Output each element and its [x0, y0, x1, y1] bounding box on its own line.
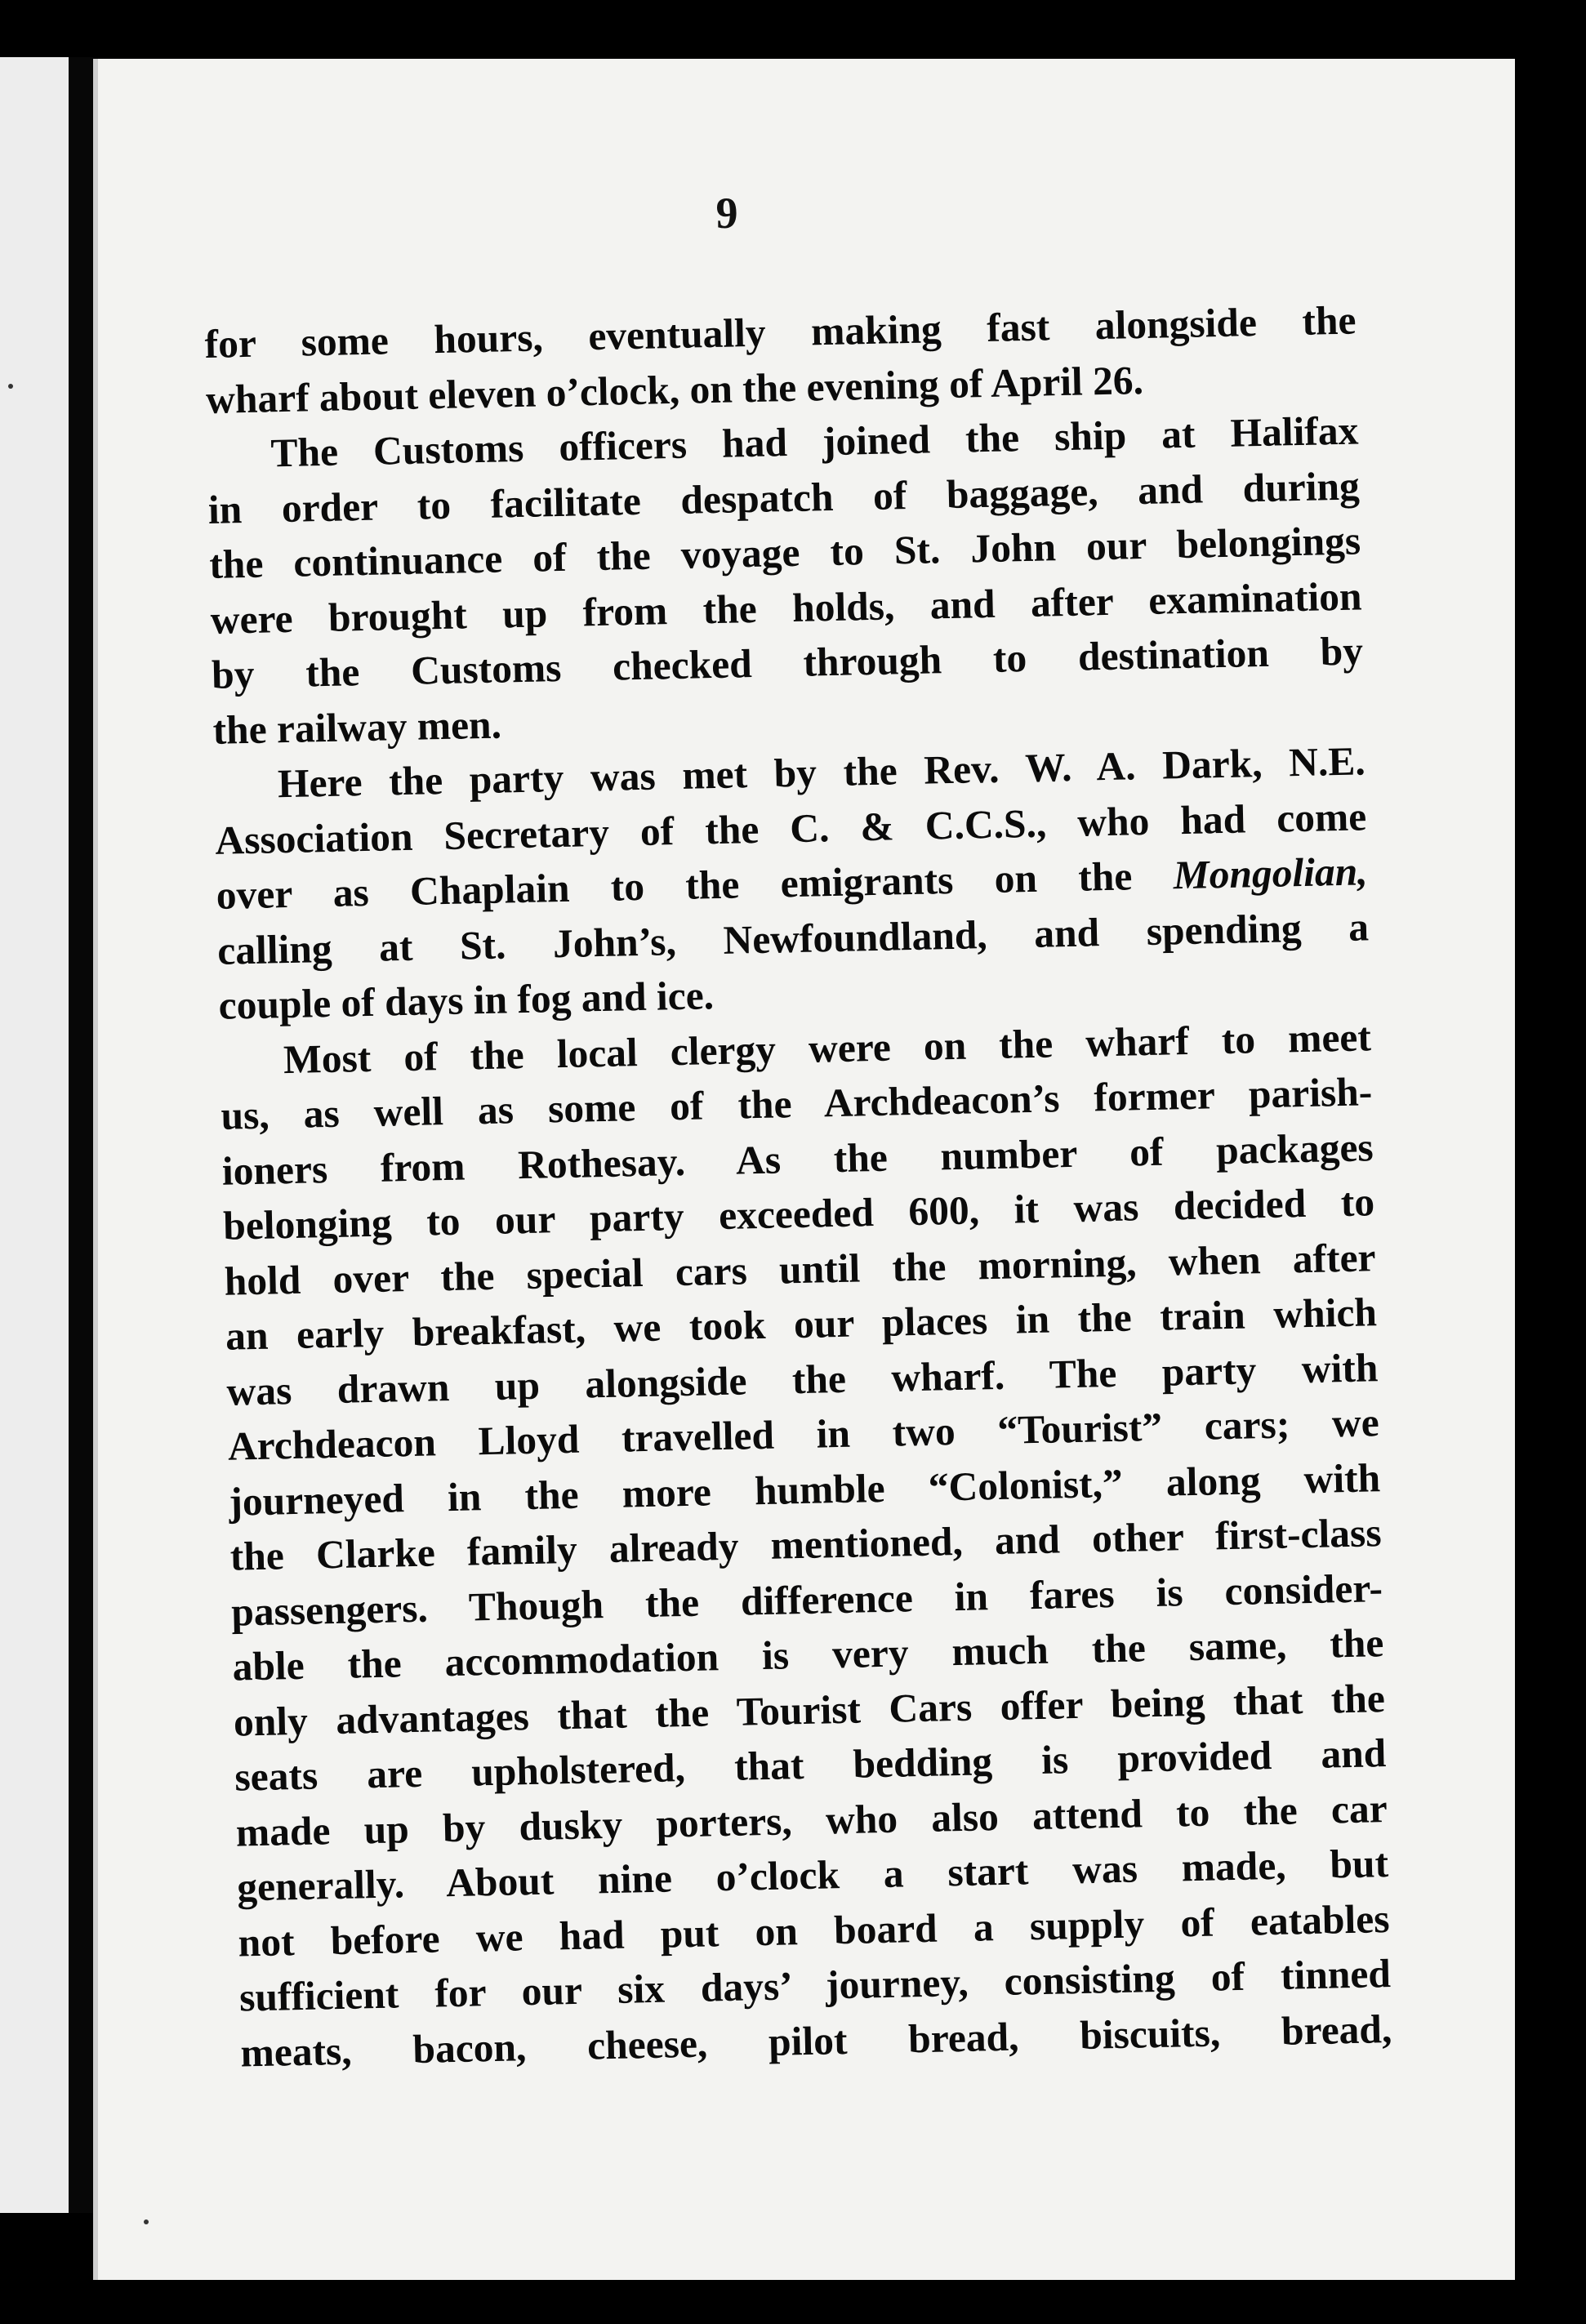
text-line-content: Most of the local clergy were on the wharf to meet: [283, 1013, 1372, 1082]
text-line-content: couple of days in fog and ice.: [218, 973, 715, 1028]
book-gutter: [69, 57, 93, 2213]
text-line-content: meats, bacon, cheese, pilot bread, biscuits, bread,: [239, 2006, 1392, 2076]
text-line-content: by the Customs checked through to destination by: [211, 628, 1364, 697]
text-line-content: were brought up from the holds, and after examination: [210, 572, 1363, 643]
text-line-content: calling at St. John’s, Newfoundland, and spending a: [216, 903, 1370, 973]
text-line-content: Association Secretary of the C. & C.C.S., who had come: [214, 793, 1367, 863]
text-line-content: belonging to our party exceeded 600, it was decided to: [222, 1179, 1375, 1249]
text-line-content: not before we had put on board a supply of eatables: [238, 1895, 1390, 1966]
text-line-content: able the accommodation is very much the same, the: [232, 1620, 1384, 1690]
text-line-content: over as Chaplain to the emigrants on the: [216, 853, 1133, 918]
text-line-content: hold over the special cars until the morning, when after: [224, 1234, 1376, 1304]
text-line-content: Archdeacon Lloyd travelled in two “Tourist” cars; we: [227, 1400, 1380, 1469]
text-line-content: for some hours, eventually making fast alongside the: [204, 297, 1357, 367]
text-line-content: passengers. Though the difference in fares is consider-: [230, 1565, 1383, 1635]
text-line-content: sufficient for our six days’ journey, consisting of tinned: [238, 1951, 1392, 2020]
text-line-content: the Clarke family already mentioned, and other first-class: [229, 1510, 1383, 1579]
facing-page-edge: [0, 57, 69, 2213]
text-line-content: wharf about eleven o’clock, on the evening of April 26.: [205, 357, 1144, 422]
text-line-content: was drawn up alongside the wharf. The party with: [225, 1344, 1379, 1414]
text-line-content: the continuance of the voyage to St. John our belongings: [208, 518, 1361, 587]
text-line-content: ioners from Rothesay. As the number of packages: [221, 1124, 1374, 1194]
text-line-content: Here the party was met by the Rev. W. A. Dark, N.E.: [277, 738, 1366, 807]
text-line-content: in order to facilitate despatch of baggage, and during: [207, 462, 1361, 532]
text-line-content: journeyed in the more humble “Colonist,” along with: [228, 1454, 1381, 1525]
text-line-content: the railway men.: [212, 701, 502, 753]
scan-speck: [8, 384, 13, 389]
text-line-content: only advantages that the Tourist Cars offer being that the: [233, 1675, 1386, 1745]
text-line-content: an early breakfast, we took our places in the train which: [225, 1289, 1378, 1359]
text-line-content: seats are upholstered, that bedding is provided and: [234, 1730, 1387, 1800]
body-text: [204, 292, 1392, 2080]
scan-speck: [144, 2219, 149, 2224]
page-number: 9: [715, 189, 738, 238]
text-line-content: generally. About nine o’clock a start was made, but: [236, 1841, 1389, 1910]
text-line-content: us, as well as some of the Archdeacon’s former parish-: [220, 1069, 1373, 1138]
text-line-content: The Customs officers had joined the ship at Halifax: [270, 407, 1359, 476]
text-line-content: made up by dusky porters, who also attend to the car: [235, 1785, 1388, 1855]
ship-name-italic: Mongolian,: [1173, 848, 1369, 898]
